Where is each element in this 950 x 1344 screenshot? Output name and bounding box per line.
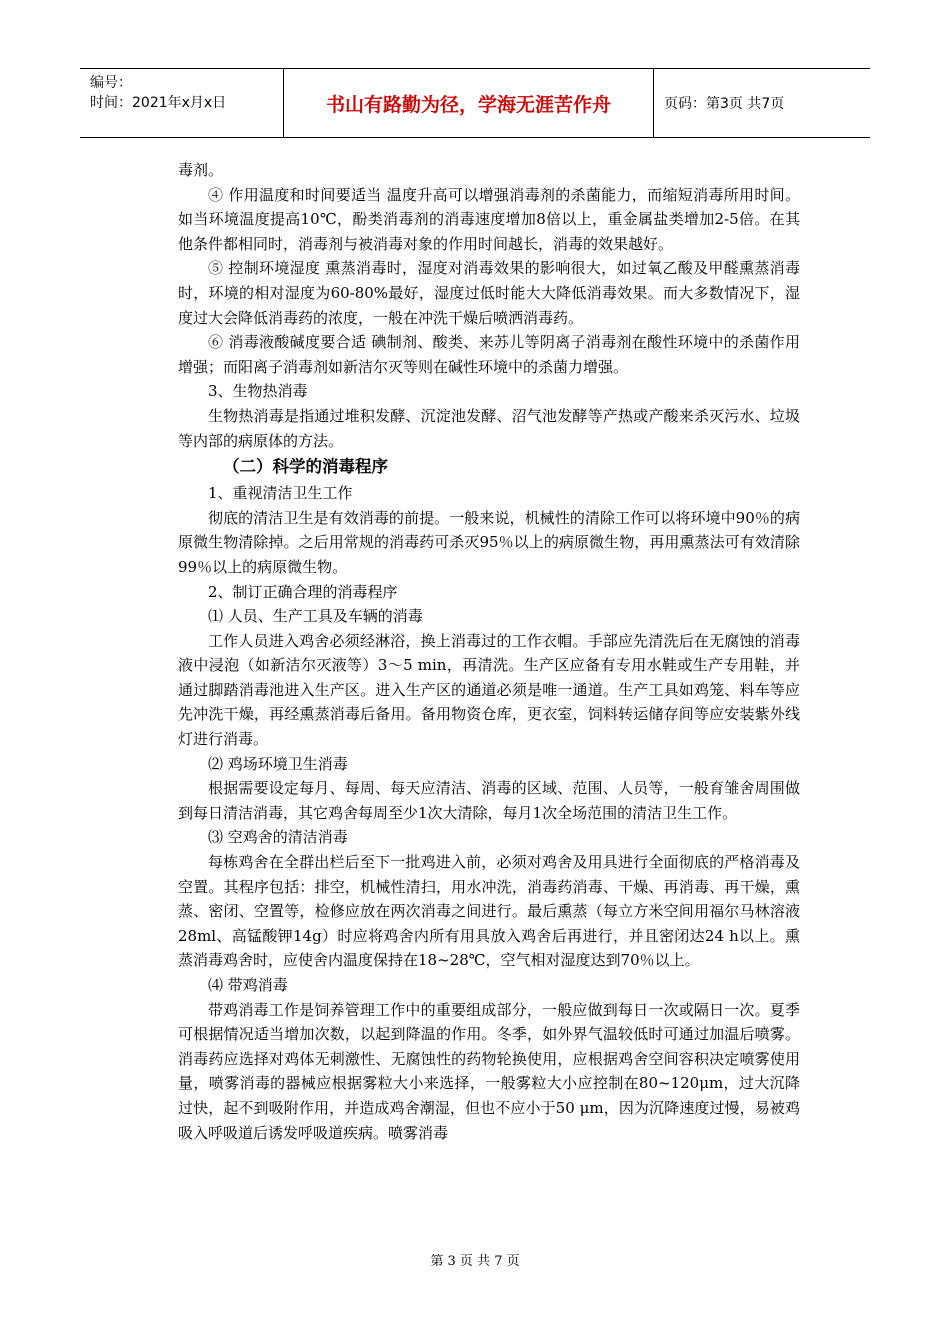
- number-label: 编号：: [90, 75, 132, 91]
- paragraph-with-birds: 带鸡消毒工作是饲养管理工作中的重要组成部分，一般应做到每日一次或隔日一次。夏季可根据情况适当增加次数，以起到降温的作用。冬季，如外界气温较低时可通过加温后喷雾。消毒药应选择对鸡体无刺激性、无腐蚀性的药物轮换使用，应根据鸡舍空间容积决定喷雾使用量，喷雾消毒的器械应根据雾粒大小来选择，一般雾粒大小应控制在80~120μm，过大沉降过快，起不到吸附作用，并造成鸡舍潮湿，但也不应小于50 μm，因为沉降速度过慢，易被鸡吸入呼吸道后诱发呼吸道疾病。喷雾消毒: [178, 1000, 800, 1142]
- subheading-procedure: 2、制订正确合理的消毒程序: [208, 582, 398, 601]
- subheading-bio-heat: 3、生物热消毒: [208, 382, 308, 401]
- section-heading: （二）科学的消毒程序: [223, 457, 388, 477]
- paragraph-personnel: 工作人员进入鸡舍必须经淋浴，换上消毒过的工作衣帽。手部应先清洗后在无腐蚀的消毒液中浸泡（如新洁尔灭液等）3～5 min，再清洗。生产区应备有专用水鞋或生产专用鞋，并通过脚踏消毒池进入生产区。进入生产区的通道必须是唯一通道。生产工具如鸡笼、料车等应先冲洗干燥，再经熏蒸消毒后备用。备用物资仓库，更衣室，饲料转运储存间等应安装紫外线灯进行消毒。: [178, 631, 800, 749]
- paragraph-ph: ⑥ 消毒液酸碱度要合适 碘制剂、酸类、来苏儿等阴离子消毒剂在酸性环境中的杀菌作用增强；而阳离子消毒剂如新洁尔灭等则在碱性环境中的杀菌力增强。: [178, 333, 800, 376]
- subheading-personnel: ⑴ 人员、生产工具及车辆的消毒: [208, 607, 423, 626]
- paragraph-bio-heat: 生物热消毒是指通过堆积发酵、沉淀池发酵、沼气池发酵等产热或产酸来杀灭污水、垃圾等内部的病原体的方法。: [178, 406, 800, 450]
- subheading-with-birds: ⑷ 带鸡消毒: [208, 976, 288, 994]
- header-motto: 书山有路勤为径，学海无涯苦作舟: [284, 69, 654, 137]
- document-header: [80, 68, 870, 138]
- subheading-cleaning: 1、重视清洁卫生工作: [208, 484, 353, 503]
- page-footer: 第 3 页 共 7 页: [430, 1254, 520, 1269]
- paragraph-cleaning: 彻底的清洁卫生是有效消毒的前提。一般来说，机械性的清除工作可以将环境中90％的病原微生物清除掉。之后用常规的消毒药可杀灭95％以上的病原微生物，再用熏蒸法可有效清除99％以上的病原微生物。: [178, 508, 800, 576]
- paragraph-humidity: ⑤ 控制环境湿度 熏蒸消毒时，湿度对消毒效果的影响很大，如过氧乙酸及甲醛熏蒸消毒时，环境的相对湿度为60-80%最好，湿度过低时能大大降低消毒效果。而大多数情况下，湿度过大会降低消毒药的浓度，一般在冲洗干燥后喷洒消毒药。: [178, 259, 800, 327]
- header-page-label: 页码：第3页 共7页: [664, 96, 785, 112]
- document-body: [178, 158, 800, 1145]
- subheading-environment: ⑵ 鸡场环境卫生消毒: [208, 754, 348, 773]
- paragraph-environment: 根据需要设定每月、每周、每天应清洁、消毒的区域、范围、人员等，一般育雏舍周围做到每日清洁消毒，其它鸡舍每周至少1次大清除，每月1次全场范围的清洁卫生工作。: [178, 779, 800, 822]
- paragraph-temperature: ④ 作用温度和时间要适当 温度升高可以增强消毒剂的杀菌能力，而缩短消毒所用时间。如当环境温度提高10℃，酚类消毒剂的消毒速度增加8倍以上，重金属盐类增加2-5倍。在其他条件都相同时，消毒剂与被消毒对象的作用时间越长，消毒的效果越好。: [178, 185, 800, 253]
- paragraph-continuation: 毒剂。: [178, 161, 224, 179]
- header-meta: [80, 69, 284, 137]
- paragraph-empty-house: 每栋鸡舍在全群出栏后至下一批鸡进入前，必须对鸡舍及用具进行全面彻底的严格消毒及空置。其程序包括：排空，机械性清扫，用水冲洗，消毒药消毒、干燥、再消毒、再干燥，熏蒸、密闭、空置等，检修应放在两次消毒之间进行。最后熏蒸（每立方米空间用福尔马林溶液28ml、高锰酸钾14g）时应将鸡舍内所有用具放入鸡舍后再进行，并且密闭达24 h以上。熏蒸消毒鸡舍时，应使舍内温度保持在18~28℃，空气相对湿度达到70％以上。: [178, 853, 800, 970]
- date-label: 时间：2021年x月x日: [90, 95, 227, 111]
- subheading-empty-house: ⑶ 空鸡舍的清洁消毒: [208, 828, 348, 847]
